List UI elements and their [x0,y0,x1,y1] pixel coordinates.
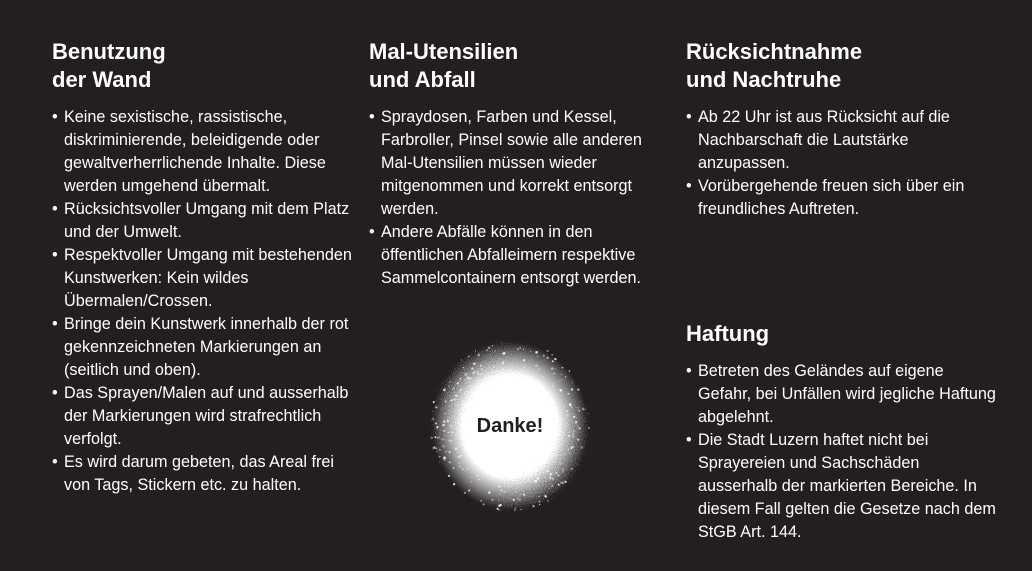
spray-speckle [446,451,447,452]
spray-speckle [480,500,482,502]
spray-speckle [563,407,564,408]
spray-speckle [530,495,531,496]
spray-speckle [482,373,483,374]
spray-speckle [552,478,554,480]
spray-speckle [534,480,537,483]
spray-speckle [558,381,559,382]
spray-speckle [467,468,469,470]
spray-speckle [519,347,521,349]
spray-speckle [559,462,561,464]
spray-speckle [448,475,450,477]
spray-speckle [444,399,445,400]
section-night-rest [686,38,996,221]
spray-speckle [492,489,493,490]
spray-speckle [502,342,503,343]
spray-speckle [539,501,541,503]
spray-speckle [577,388,579,390]
spray-speckle [546,350,548,352]
spray-speckle [569,370,571,372]
spray-speckle [554,368,555,369]
spray-speckle [560,481,563,484]
spray-speckle [517,497,520,500]
spray-speckle [544,495,546,497]
spray-speckle [569,403,571,405]
rule-list [686,360,996,544]
spray-speckle [498,485,500,487]
spray-speckle [468,490,470,492]
spray-speckle [459,465,461,467]
spray-speckle [561,379,563,381]
list-item: • Das Sprayen/Malen auf und ausserhalb der Markierungen wird strafrechtlich verfolgt. [52,382,352,451]
spray-speckle [499,494,500,495]
spray-speckle [481,373,483,375]
spray-speckle [559,389,562,392]
spray-speckle [519,499,521,501]
spray-speckle [498,505,500,507]
thank-you-label: Danke! [476,415,544,437]
spray-speckle [455,448,458,451]
spray-speckle [554,358,556,360]
spray-speckle [523,359,525,361]
spray-speckle [562,455,563,456]
spray-speckle [565,376,567,378]
spray-speckle [523,349,524,350]
spray-speckle [513,499,515,501]
spray-speckle [564,379,565,380]
spray-speckle [444,439,446,441]
spray-speckle [460,389,462,391]
spray-speckle [494,367,495,368]
spray-speckle [549,476,551,478]
spray-speckle [510,498,511,499]
spray-speckle [537,355,539,357]
spray-speckle [470,489,471,490]
spray-speckle [461,360,462,361]
spray-speckle [537,477,539,479]
list-item: • Betreten des Geländes auf eigene Gefahr, bei Unfällen wird jegliche Haftung abgelehnt. [686,360,996,429]
spray-speckle [538,496,539,497]
spray-speckle [448,385,450,387]
spray-speckle [582,408,585,411]
spray-speckle [452,389,453,390]
spray-speckle [481,368,483,370]
list-item: • Die Stadt Luzern haftet nicht bei Sprayereien und Sachschäden ausserhalb der markierten Bereiche. In diesem Fall gelten die Gesetze nach dem StGB Art. 144. [686,429,996,544]
rule-list [52,106,352,497]
section-painting-tools [369,38,669,290]
spray-speckle [492,499,494,501]
spray-speckle [488,491,491,494]
spray-speckle [520,509,522,511]
section-wall-usage [52,38,352,497]
spray-speckle [477,373,479,375]
spray-speckle [561,374,562,375]
spray-speckle [469,377,472,380]
spray-speckle [439,456,441,458]
spray-speckle [437,451,439,453]
spray-speckle [547,357,549,359]
spray-speckle [515,492,517,494]
spray-speckle [458,456,460,458]
spray-speckle [451,440,453,442]
spray-speckle [480,365,482,367]
spray-speckle [443,388,446,391]
spray-speckle [475,350,476,351]
spray-speckle [572,383,573,384]
section-title: Benutzung der Wand [52,39,166,92]
spray-speckle [454,398,456,400]
spray-speckle [486,349,488,351]
spray-speckle [473,362,476,365]
list-item: • Vorübergehende freuen sich über ein freundliches Auftreten. [686,175,996,221]
spray-speckle [539,504,540,505]
spray-speckle [570,447,572,449]
spray-speckle [515,508,517,510]
spray-speckle [466,382,467,383]
spray-speckle [449,451,451,453]
section-title: Mal-Utensilien und Abfall [369,39,519,92]
spray-speckle [498,500,499,501]
spray-speckle [535,364,538,367]
spray-speckle [554,470,555,471]
spray-speckle [459,381,460,382]
spray-speckle [471,367,473,369]
spray-speckle [561,457,562,458]
rule-list [686,106,996,221]
spray-speckle [488,346,491,349]
list-item: • Spraydosen, Farben und Kessel, Farbroller, Pinsel sowie alle anderen Mal-Utensilien müssen wieder mitgenommen und korrekt entsorgt werden. [369,106,669,221]
spray-speckle [567,393,569,395]
spray-speckle [571,388,573,390]
spray-speckle [449,381,451,383]
spray-speckle [467,383,468,384]
spray-speckle [549,488,550,489]
spray-speckle [562,471,564,473]
spray-speckle [555,472,557,474]
spray-speckle [433,411,434,412]
spray-speckle [471,481,472,482]
rule-list [369,106,669,290]
spray-speckle [558,470,559,471]
spray-speckle [462,468,463,469]
list-item: • Keine sexistische, rassistische, diskriminierende, beleidigende oder gewaltverherrlichende Inhalte. Diese werden umgehend übermalt. [52,106,352,198]
spray-speckle [533,505,535,507]
spray-speckle [547,500,549,502]
spray-speckle [553,382,554,383]
spray-speckle [503,352,506,355]
spray-speckle [453,467,455,469]
spray-speckle [500,489,502,491]
spray-speckle [498,509,500,511]
spray-speckle [558,484,560,486]
spray-speckle [508,498,509,499]
spray-speckle [567,449,569,451]
spray-speckle [495,350,496,351]
spray-speckle [531,359,532,360]
spray-speckle [530,351,531,352]
spray-speckle [545,477,546,478]
spray-speckle [433,401,435,403]
spray-speckle [464,492,466,494]
spray-speckle [520,494,521,495]
spray-speckle [463,367,464,368]
spray-speckle [492,350,493,351]
spray-speckle [578,407,579,408]
spray-speckle [543,376,544,377]
spray-speckle [434,446,436,448]
spray-speckle [577,464,578,465]
spray-speckle [576,407,577,408]
list-item: • Rücksichtsvoller Umgang mit dem Platz und der Umwelt. [52,198,352,244]
spray-speckle [470,477,471,478]
spray-speckle [467,356,468,357]
spray-speckle [445,400,447,402]
spray-speckle [460,455,462,457]
spray-speckle [557,474,560,477]
spray-speckle [482,479,483,480]
spray-speckle [439,461,440,462]
spray-speckle [524,366,526,368]
spray-speckle [551,485,553,487]
spray-speckle [439,449,440,450]
spray-speckle [435,447,437,449]
spray-speckle [577,439,579,441]
spray-speckle [502,362,504,364]
list-item: • Respektvoller Umgang mit bestehenden Kunstwerken: Kein wildes Übermalen/Crossen. [52,244,352,313]
spray-speckle [551,367,553,369]
spray-speckle [517,348,519,350]
spray-speckle [490,355,491,356]
spray-speckle [497,508,499,510]
spray-speckle [478,478,480,480]
spray-speckle [478,490,479,491]
spray-speckle [477,371,479,373]
spray-speckle [450,399,452,401]
spray-speckle [581,446,584,449]
spray-speckle [450,442,451,443]
spray-speckle [455,395,457,397]
spray-speckle [468,381,470,383]
spray-speckle [543,355,545,357]
spray-speckle [564,453,565,454]
spray-speckle [572,381,573,382]
spray-speckle [554,373,556,375]
spray-speckle [578,410,580,412]
spray-speckle [514,510,515,511]
spray-speckle [494,487,495,488]
spray-speckle [457,452,458,453]
spray-speckle [569,453,570,454]
section-title: Haftung [686,321,770,346]
spray-speckle [551,354,553,356]
spray-speckle [478,375,479,376]
spray-speckle [570,406,572,408]
spray-speckle [445,452,446,453]
spray-speckle [435,407,436,408]
spray-speckle [566,410,568,412]
spray-speckle [585,409,586,410]
spray-speckle [501,510,502,511]
spray-speckle [456,405,457,406]
spray-speckle [523,494,525,496]
spray-speckle [562,468,564,470]
spray-speckle [468,356,469,357]
spray-speckle [466,377,468,379]
list-item: • Es wird darum gebeten, das Areal frei von Tags, Stickern etc. zu halten. [52,451,352,497]
spray-speckle [483,503,485,505]
spray-speckle [535,351,538,354]
list-item: • Bringe dein Kunstwerk innerhalb der rot gekennzeichneten Markierungen an (seitlich und oben). [52,313,352,382]
spray-speckle [503,491,505,493]
spray-speckle [550,473,552,475]
spray-speckle [441,438,443,440]
section-title: Rücksichtnahme und Nachtruhe [686,39,863,92]
spray-speckle [552,385,554,387]
spray-speckle [460,378,462,380]
spray-speckle [443,459,445,461]
spray-speckle [477,475,478,476]
list-item: • Ab 22 Uhr ist aus Rücksicht auf die Nachbarschaft die Lautstärke anzupassen. [686,106,996,175]
spray-speckle [450,462,451,463]
spray-speckle [562,367,564,369]
spray-speckle [552,360,554,362]
spray-speckle [500,358,501,359]
spray-speckle [564,481,566,483]
spray-speckle [511,505,512,506]
list-item: • Andere Abfälle können in den öffentlichen Abfalleimern respektive Sammelcontainern entsorgt werden. [369,221,669,290]
spray-speckle [547,470,549,472]
spray-speckle [454,388,455,389]
spray-speckle [465,372,467,374]
spray-speckle [572,446,574,448]
spray-speckle [442,445,445,448]
spray-speckle [473,371,476,374]
spray-speckle [534,488,535,489]
spray-speckle [448,405,449,406]
spray-speckle [544,359,545,360]
spray-speckle [465,379,467,381]
spray-speckle [457,382,459,384]
spray-speckle [477,354,480,357]
spray-speckle [459,462,461,464]
spray-speckle [538,368,539,369]
section-liability [686,320,996,544]
spray-speckle [571,468,573,470]
spray-speckle [448,439,450,441]
spray-speckle [488,508,489,509]
spray-speckle [448,410,450,412]
spray-speckle [580,401,581,402]
spray-speckle [453,483,455,485]
spray-speckle [565,454,566,455]
spray-speckle [524,364,525,365]
spray-speckle [492,345,494,347]
